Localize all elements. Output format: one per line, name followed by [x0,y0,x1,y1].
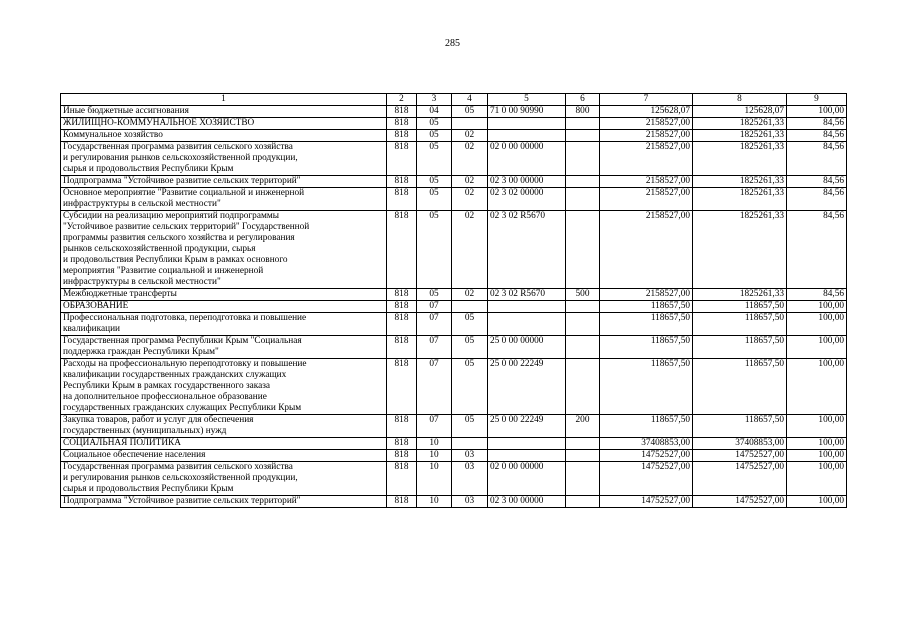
row-percent-cell: 84,56 [787,142,847,176]
table-row [61,289,847,301]
row-subsection-cell: 03 [452,450,488,462]
row-percent-cell: 84,56 [787,176,847,188]
row-percent-cell: 84,56 [787,211,847,289]
row-actual-cell: 118657,50 [693,336,787,359]
row-name-cell: Расходы на профессиональную переподготовку и повышение квалификации государственных гражданских служащих Республики Крым в рамках государственного заказа на дополнительное профессиональное образование государственных гражданских служащих Республики Крым [61,359,387,415]
row-code-cell: 818 [387,130,417,142]
header-cell: 2 [387,94,417,106]
row-name-cell: Социальное обеспечение населения [61,450,387,462]
row-target-cell: 25 0 00 22249 [488,415,566,438]
row-code-cell: 818 [387,496,417,508]
row-type-cell [566,336,600,359]
row-target-cell: 02 0 00 00000 [488,142,566,176]
row-target-cell: 71 0 00 90990 [488,106,566,118]
row-type-cell [566,359,600,415]
row-percent-cell: 100,00 [787,359,847,415]
row-actual-cell: 1825261,33 [693,289,787,301]
page-number: 285 [445,38,460,49]
row-target-cell [488,313,566,336]
row-section-cell: 07 [417,313,452,336]
row-name-cell: Закупка товаров, работ и услуг для обеспечения государственных (муниципальных) нужд [61,415,387,438]
row-actual-cell: 14752527,00 [693,496,787,508]
row-subsection-cell: 02 [452,142,488,176]
row-percent-cell: 84,56 [787,289,847,301]
row-actual-cell: 14752527,00 [693,450,787,462]
row-subsection-cell: 03 [452,496,488,508]
header-cell: 3 [417,94,452,106]
header-cell: 6 [566,94,600,106]
row-section-cell: 10 [417,496,452,508]
row-subsection-cell: 02 [452,289,488,301]
row-name-cell: ЖИЛИЩНО-КОММУНАЛЬНОЕ ХОЗЯЙСТВО [61,118,387,130]
table-row [61,188,847,211]
table-row [61,106,847,118]
row-percent-cell: 84,56 [787,130,847,142]
header-cell: 7 [600,94,693,106]
row-subsection-cell [452,301,488,313]
row-subsection-cell: 05 [452,106,488,118]
row-section-cell: 07 [417,301,452,313]
row-code-cell: 818 [387,188,417,211]
row-percent-cell: 84,56 [787,118,847,130]
row-subsection-cell [452,118,488,130]
row-plan-cell: 2158527,00 [600,188,693,211]
row-section-cell: 07 [417,415,452,438]
row-plan-cell: 125628,07 [600,106,693,118]
row-section-cell: 05 [417,142,452,176]
row-code-cell: 818 [387,462,417,496]
table-row [61,142,847,176]
row-section-cell: 05 [417,118,452,130]
row-target-cell [488,118,566,130]
row-percent-cell: 100,00 [787,301,847,313]
row-plan-cell: 2158527,00 [600,118,693,130]
row-code-cell: 818 [387,415,417,438]
row-name-cell: Иные бюджетные ассигнования [61,106,387,118]
row-type-cell [566,142,600,176]
row-percent-cell: 100,00 [787,313,847,336]
row-subsection-cell: 03 [452,462,488,496]
row-type-cell [566,496,600,508]
row-actual-cell: 37408853,00 [693,438,787,450]
row-target-cell: 02 3 00 00000 [488,176,566,188]
row-target-cell: 02 3 00 00000 [488,496,566,508]
header-cell: 4 [452,94,488,106]
row-code-cell: 818 [387,142,417,176]
row-target-cell: 02 3 02 R5670 [488,211,566,289]
table-row [61,313,847,336]
row-plan-cell: 118657,50 [600,359,693,415]
row-code-cell: 818 [387,118,417,130]
row-subsection-cell: 05 [452,336,488,359]
row-type-cell: 800 [566,106,600,118]
row-type-cell [566,188,600,211]
row-subsection-cell [452,438,488,450]
row-code-cell: 818 [387,106,417,118]
table-row [61,496,847,508]
row-section-cell: 05 [417,130,452,142]
row-actual-cell: 1825261,33 [693,188,787,211]
row-plan-cell: 2158527,00 [600,211,693,289]
row-section-cell: 10 [417,438,452,450]
row-plan-cell: 118657,50 [600,301,693,313]
row-percent-cell: 100,00 [787,438,847,450]
row-name-cell: Подпрограмма "Устойчивое развитие сельских территорий" [61,176,387,188]
row-percent-cell: 100,00 [787,496,847,508]
row-target-cell: 25 0 00 22249 [488,359,566,415]
row-percent-cell: 84,56 [787,188,847,211]
row-actual-cell: 118657,50 [693,359,787,415]
row-code-cell: 818 [387,313,417,336]
row-target-cell: 02 3 02 00000 [488,188,566,211]
row-subsection-cell: 05 [452,313,488,336]
row-section-cell: 10 [417,450,452,462]
row-plan-cell: 14752527,00 [600,496,693,508]
row-actual-cell: 118657,50 [693,313,787,336]
row-type-cell [566,462,600,496]
row-actual-cell: 1825261,33 [693,211,787,289]
row-percent-cell: 100,00 [787,106,847,118]
row-plan-cell: 2158527,00 [600,130,693,142]
table-row [61,211,847,289]
row-name-cell: Коммунальное хозяйство [61,130,387,142]
row-type-cell [566,438,600,450]
row-actual-cell: 1825261,33 [693,130,787,142]
row-name-cell: ОБРАЗОВАНИЕ [61,301,387,313]
row-section-cell: 10 [417,462,452,496]
row-plan-cell: 14752527,00 [600,450,693,462]
row-actual-cell: 1825261,33 [693,118,787,130]
row-type-cell [566,313,600,336]
row-section-cell: 05 [417,176,452,188]
table-row [61,438,847,450]
header-cell: 8 [693,94,787,106]
row-name-cell: Подпрограмма "Устойчивое развитие сельских территорий" [61,496,387,508]
row-actual-cell: 1825261,33 [693,176,787,188]
row-name-cell: Основное мероприятие "Развитие социальной и инженерной инфраструктуры в сельской местности" [61,188,387,211]
row-section-cell: 07 [417,336,452,359]
header-cell: 1 [61,94,387,106]
row-type-cell: 500 [566,289,600,301]
row-target-cell [488,130,566,142]
header-cell: 5 [488,94,566,106]
row-type-cell [566,176,600,188]
row-target-cell [488,301,566,313]
row-section-cell: 05 [417,211,452,289]
row-code-cell: 818 [387,301,417,313]
row-target-cell [488,438,566,450]
table-row [61,176,847,188]
row-subsection-cell: 02 [452,176,488,188]
row-plan-cell: 37408853,00 [600,438,693,450]
budget-table [60,93,847,508]
row-actual-cell: 14752527,00 [693,462,787,496]
row-percent-cell: 100,00 [787,450,847,462]
row-name-cell: Профессиональная подготовка, переподготовка и повышение квалификации [61,313,387,336]
row-code-cell: 818 [387,289,417,301]
row-name-cell: Государственная программа Республики Крым "Социальная поддержка граждан Республики Крым" [61,336,387,359]
table-row [61,462,847,496]
row-code-cell: 818 [387,438,417,450]
table-row [61,301,847,313]
table-row [61,450,847,462]
row-plan-cell: 2158527,00 [600,176,693,188]
table-row [61,359,847,415]
table-row [61,118,847,130]
row-percent-cell: 100,00 [787,336,847,359]
row-type-cell [566,130,600,142]
row-type-cell [566,211,600,289]
row-code-cell: 818 [387,359,417,415]
row-name-cell: Субсидии на реализацию мероприятий подпрограммы "Устойчивое развитие сельских территорий" Государственной программы развития сельского хозяйства и регулирования рынков сельскохозяйственной продукции, сырья и продовольствия Республики Крым в рамках основного мероприятия "Развитие социальной и инженерной инфраструктуры в сельской местности" [61,211,387,289]
table-row [61,130,847,142]
row-target-cell [488,450,566,462]
row-type-cell [566,450,600,462]
row-subsection-cell: 02 [452,188,488,211]
row-type-cell: 200 [566,415,600,438]
row-actual-cell: 125628,07 [693,106,787,118]
row-name-cell: Государственная программа развития сельского хозяйства и регулирования рынков сельскохозяйственной продукции, сырья и продовольствия Республики Крым [61,462,387,496]
row-name-cell: СОЦИАЛЬНАЯ ПОЛИТИКА [61,438,387,450]
row-section-cell: 07 [417,359,452,415]
row-type-cell [566,301,600,313]
row-subsection-cell: 05 [452,359,488,415]
row-plan-cell: 2158527,00 [600,289,693,301]
row-target-cell: 02 3 02 R5670 [488,289,566,301]
row-target-cell: 02 0 00 00000 [488,462,566,496]
row-section-cell: 05 [417,188,452,211]
table-row [61,415,847,438]
row-section-cell: 04 [417,106,452,118]
row-percent-cell: 100,00 [787,462,847,496]
row-name-cell: Межбюджетные трансферты [61,289,387,301]
row-plan-cell: 118657,50 [600,313,693,336]
row-code-cell: 818 [387,211,417,289]
row-percent-cell: 100,00 [787,415,847,438]
row-code-cell: 818 [387,176,417,188]
header-cell: 9 [787,94,847,106]
row-plan-cell: 118657,50 [600,336,693,359]
row-plan-cell: 14752527,00 [600,462,693,496]
row-actual-cell: 118657,50 [693,301,787,313]
row-target-cell: 25 0 00 00000 [488,336,566,359]
row-code-cell: 818 [387,450,417,462]
row-plan-cell: 118657,50 [600,415,693,438]
table-row [61,336,847,359]
row-actual-cell: 1825261,33 [693,142,787,176]
row-code-cell: 818 [387,336,417,359]
table-header-row [61,94,847,106]
row-subsection-cell: 02 [452,130,488,142]
row-subsection-cell: 05 [452,415,488,438]
row-subsection-cell: 02 [452,211,488,289]
row-name-cell: Государственная программа развития сельского хозяйства и регулирования рынков сельскохозяйственной продукции, сырья и продовольствия Республики Крым [61,142,387,176]
row-plan-cell: 2158527,00 [600,142,693,176]
row-type-cell [566,118,600,130]
row-actual-cell: 118657,50 [693,415,787,438]
row-section-cell: 05 [417,289,452,301]
